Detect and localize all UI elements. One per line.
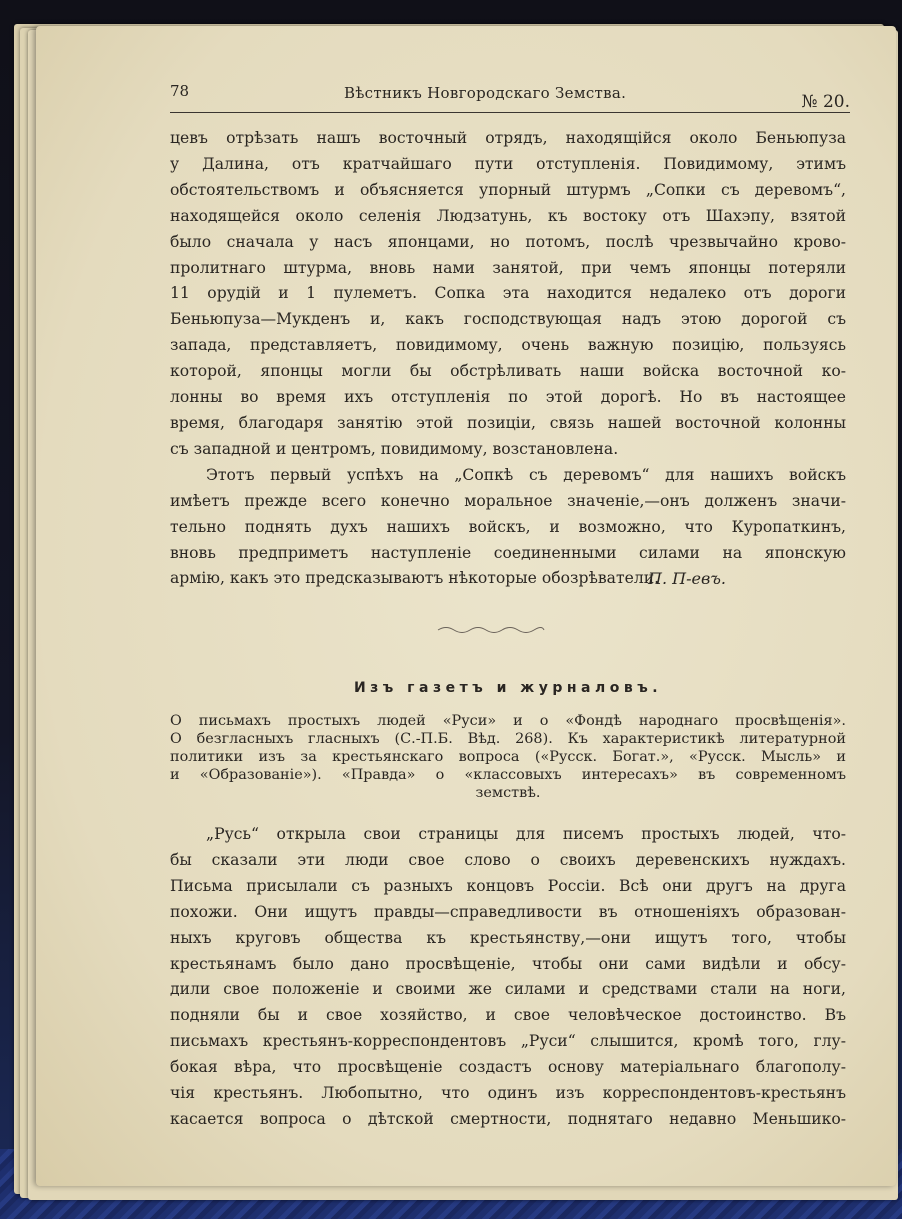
- text-line: Письма присылали съ разныхъ концовъ Россіи. Всѣ они другъ на друга: [170, 876, 846, 895]
- text-line: находящейся около селенія Людзатунь, къ востоку отъ Шахэпу, взятой: [170, 206, 846, 225]
- summary-line: политики изъ за крестьянскаго вопроса («Русск. Богат.», «Русск. Мысль» и: [170, 749, 846, 765]
- page-number: 78: [170, 82, 190, 100]
- text-line: армію, какъ это предсказываютъ нѣкоторые обозрѣватели.: [170, 569, 660, 588]
- text-line: обстоятельствомъ и объясняется упорный штурмъ „Сопки съ деревомъ“,: [170, 180, 846, 199]
- text-line: Беньюпуза—Мукденъ и, какъ господствующая надъ этою дорогой съ: [170, 310, 846, 329]
- journal-title: Вѣстникъ Новгородскаго Земства.: [344, 84, 627, 102]
- text-line: похожи. Они ищутъ правды—справедливости въ отношеніяхъ образован-: [170, 902, 846, 921]
- text-line: вновь предприметъ наступленіе соединенными силами на японскую: [170, 543, 846, 562]
- text-line: письмахъ крестьянъ-корреспондентовъ „Руси“ слышится, кромѣ того, глу-: [170, 1032, 846, 1051]
- section-divider-flourish: [436, 624, 546, 636]
- text-line: дили свое положеніе и своими же силами и средствами стали на ноги,: [170, 980, 846, 999]
- text-line: имѣетъ прежде всего конечно моральное значеніе,—онъ долженъ значи-: [170, 491, 846, 510]
- section-heading: Изъ газетъ и журналовъ.: [353, 680, 663, 696]
- text-line: „Русь“ открыла свои страницы для писемъ простыхъ людей, что-: [206, 825, 846, 843]
- text-line: съ западной и центромъ, повидимому, возстановлена.: [170, 439, 619, 458]
- text-line: было сначала у насъ японцами, но потомъ, послѣ чрезвычайно крово-: [170, 232, 846, 251]
- issue-number: № 20.: [801, 92, 850, 112]
- text-line: бокая вѣра, что просвѣщеніе создастъ основу матеріальнаго благополу-: [170, 1058, 846, 1077]
- section-summary: [170, 712, 846, 802]
- text-line: крестьянамъ было дано просвѣщеніе, чтобы они сами видѣли и обсу-: [170, 954, 846, 973]
- author-signature: П. П-евъ.: [648, 569, 727, 588]
- article-text: [170, 126, 846, 592]
- summary-line: О безгласныхъ гласныхъ (С.-П.Б. Вѣд. 268). Къ характеристикѣ литературной: [170, 731, 846, 747]
- summary-line: земствѣ.: [475, 785, 541, 801]
- document-page: [36, 26, 896, 1186]
- text-line: запада, представляетъ, повидимому, очень важную позицію, пользуясь: [170, 336, 846, 355]
- text-line: время, благодаря занятію этой позиціи, связь нашей восточной колонны: [170, 413, 846, 432]
- text-line: бы сказали эти люди свое слово о своихъ деревенскихъ нуждахъ.: [170, 850, 846, 869]
- text-line: у Далина, отъ кратчайшаго пути отступленія. Повидимому, этимъ: [170, 154, 846, 173]
- text-line: лонны во время ихъ отступленія по этой дорогѣ. Но въ настоящее: [170, 388, 846, 407]
- section-body-text: [170, 822, 846, 1133]
- text-line: чія крестьянъ. Любопытно, что одинъ изъ корреспондентовъ-крестьянъ: [170, 1084, 846, 1103]
- text-line: 11 орудій и 1 пулеметъ. Сопка эта находится недалеко отъ дороги: [170, 284, 846, 303]
- text-line: цевъ отрѣзать нашъ восточный отрядъ, находящійся около Беньюпуза: [170, 129, 846, 147]
- running-header: [170, 78, 850, 113]
- text-line: Этотъ первый успѣхъ на „Сопкѣ съ деревомъ“ для нашихъ войскъ: [206, 465, 846, 484]
- summary-line: О письмахъ простыхъ людей «Руси» и о «Фондѣ народнаго просвѣщенія».: [170, 713, 846, 729]
- text-line: тельно поднять духъ нашихъ войскъ, и возможно, что Куропаткинъ,: [170, 517, 846, 536]
- text-line: ныхъ круговъ общества къ крестьянству,—они ищутъ того, чтобы: [170, 928, 846, 947]
- text-line: подняли бы и свое хозяйство, и свое человѣческое достоинство. Въ: [170, 1006, 846, 1025]
- summary-line: и «Образованіе»). «Правда» о «классовыхъ интересахъ» въ современномъ: [170, 767, 846, 783]
- text-line: пролитнаго штурма, вновь нами занятой, при чемъ японцы потеряли: [170, 258, 846, 277]
- text-line: которой, японцы могли бы обстрѣливать наши войска восточной ко-: [170, 362, 846, 381]
- text-line: касается вопроса о дѣтской смертности, поднятаго недавно Меньшико-: [170, 1109, 846, 1128]
